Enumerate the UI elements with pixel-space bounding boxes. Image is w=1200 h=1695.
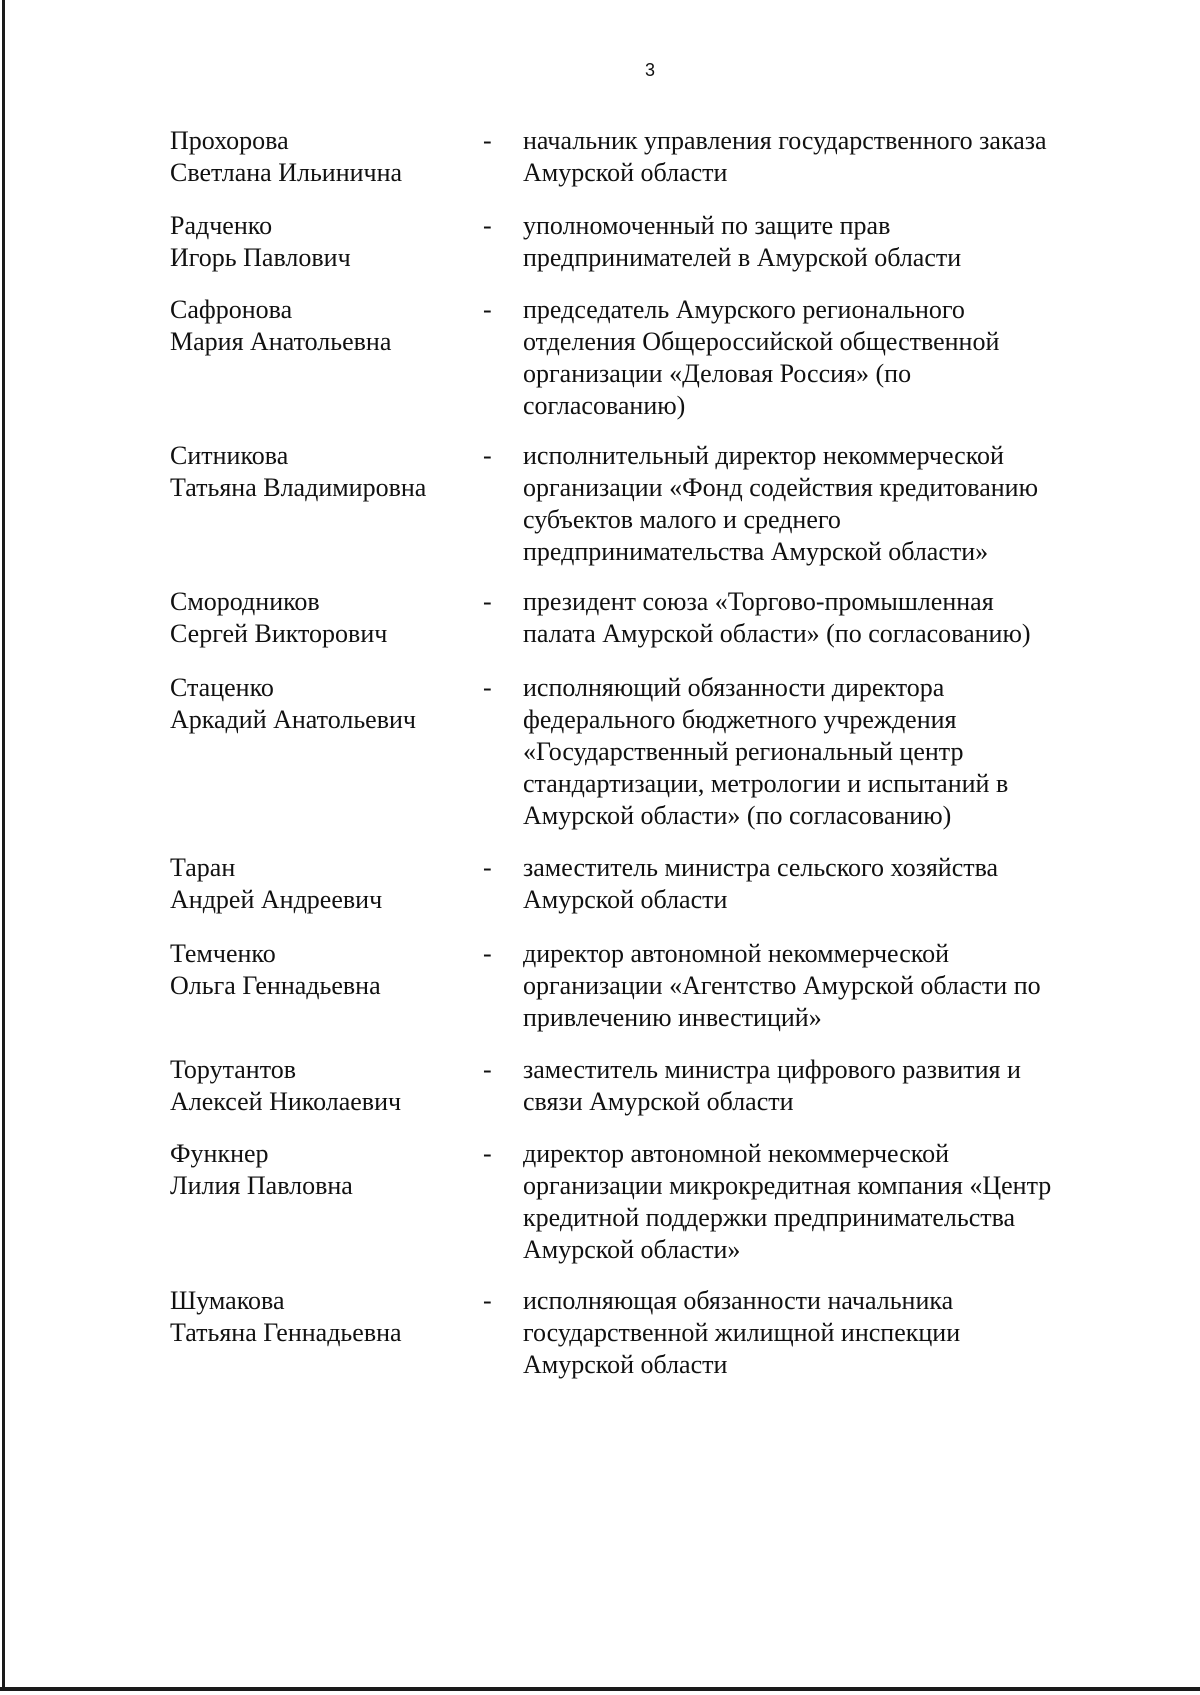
page-number: 3 <box>644 60 655 80</box>
member-given-names: Аркадий Анатольевич <box>170 705 416 734</box>
position-line: предпринимательства Амурской области» <box>523 537 989 566</box>
position-line: начальник управления государственного заказа <box>523 126 1047 155</box>
position-line: предпринимателей в Амурской области <box>523 243 962 272</box>
separator-dash: - <box>483 939 492 968</box>
position-line: Амурской области <box>523 885 728 914</box>
position-line: президент союза «Торгово-промышленная <box>523 587 994 616</box>
member-surname: Ситникова <box>170 441 289 470</box>
member-given-names: Мария Анатольевна <box>170 327 392 356</box>
position-line: федерального бюджетного учреждения <box>523 705 957 734</box>
separator-dash: - <box>483 211 492 240</box>
position-line: согласованию) <box>523 391 686 420</box>
member-given-names: Лилия Павловна <box>170 1171 353 1200</box>
member-position <box>523 210 1133 274</box>
position-line: привлечению инвестиций» <box>523 1003 822 1032</box>
member-position <box>523 672 1133 832</box>
member-given-names: Татьяна Геннадьевна <box>170 1318 402 1347</box>
member-given-names: Алексей Николаевич <box>170 1087 402 1116</box>
member-surname: Смородников <box>170 587 320 616</box>
scan-border-left <box>2 0 5 1690</box>
position-line: Амурской области <box>523 1350 728 1379</box>
member-position <box>523 1285 1133 1381</box>
position-line: «Государственный региональный центр <box>523 737 964 766</box>
separator-dash: - <box>483 1139 492 1168</box>
separator-dash: - <box>483 126 492 155</box>
position-line: организации «Агентство Амурской области по <box>523 971 1041 1000</box>
member-surname: Таран <box>170 853 236 882</box>
position-line: заместитель министра цифрового развития и <box>523 1055 1021 1084</box>
separator-dash: - <box>483 853 492 882</box>
member-position <box>523 1054 1133 1118</box>
separator-dash: - <box>483 673 492 702</box>
member-position <box>523 852 1133 916</box>
separator-dash: - <box>483 587 492 616</box>
member-given-names: Ольга Геннадьевна <box>170 971 381 1000</box>
member-position <box>523 586 1133 650</box>
position-line: стандартизации, метрологии и испытаний в <box>523 769 1009 798</box>
member-position <box>523 938 1133 1034</box>
separator-dash: - <box>483 441 492 470</box>
position-line: организации «Фонд содействия кредитованию <box>523 473 1039 502</box>
position-line: связи Амурской области <box>523 1087 794 1116</box>
separator-dash: - <box>483 295 492 324</box>
member-given-names: Сергей Викторович <box>170 619 388 648</box>
position-line: палата Амурской области» (по согласованию) <box>523 619 1031 648</box>
member-surname: Прохорова <box>170 126 289 155</box>
position-line: Амурской области» <box>523 1235 741 1264</box>
position-line: председатель Амурского регионального <box>523 295 965 324</box>
position-line: субъектов малого и среднего <box>523 505 841 534</box>
member-surname: Торутантов <box>170 1055 297 1084</box>
member-surname: Функнер <box>170 1139 269 1168</box>
member-surname: Шумакова <box>170 1286 285 1315</box>
member-given-names: Андрей Андреевич <box>170 885 383 914</box>
separator-dash: - <box>483 1055 492 1084</box>
member-position <box>523 1138 1133 1266</box>
member-surname: Темченко <box>170 939 276 968</box>
position-line: заместитель министра сельского хозяйства <box>523 853 999 882</box>
member-given-names: Светлана Ильинична <box>170 158 403 187</box>
member-position <box>523 294 1133 422</box>
member-surname: Сафронова <box>170 295 293 324</box>
position-line: государственной жилищной инспекции <box>523 1318 961 1347</box>
position-line: Амурской области» (по согласованию) <box>523 801 952 830</box>
member-position <box>523 125 1133 189</box>
scan-border-bottom <box>0 1687 1200 1691</box>
position-line: директор автономной некоммерческой <box>523 1139 949 1168</box>
position-line: организации микрокредитная компания «Центр <box>523 1171 1052 1200</box>
member-given-names: Татьяна Владимировна <box>170 473 427 502</box>
member-surname: Радченко <box>170 211 273 240</box>
position-line: Амурской области <box>523 158 728 187</box>
member-position <box>523 440 1133 568</box>
position-line: организации «Деловая Россия» (по <box>523 359 912 388</box>
member-given-names: Игорь Павлович <box>170 243 351 272</box>
position-line: отделения Общероссийской общественной <box>523 327 1000 356</box>
position-line: кредитной поддержки предпринимательства <box>523 1203 1016 1232</box>
position-line: директор автономной некоммерческой <box>523 939 949 968</box>
member-surname: Стаценко <box>170 673 274 702</box>
position-line: исполнительный директор некоммерческой <box>523 441 1004 470</box>
position-line: уполномоченный по защите прав <box>523 211 891 240</box>
position-line: исполняющая обязанности начальника <box>523 1286 954 1315</box>
separator-dash: - <box>483 1286 492 1315</box>
position-line: исполняющий обязанности директора <box>523 673 945 702</box>
